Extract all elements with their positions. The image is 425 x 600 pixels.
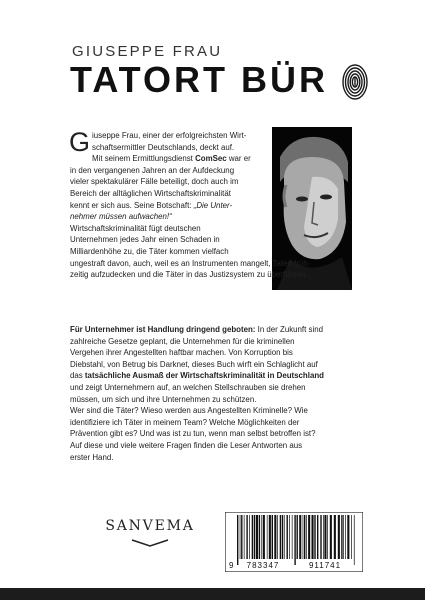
barcode-bar — [343, 515, 344, 559]
barcode-bar — [256, 515, 258, 559]
barcode-bar — [314, 515, 315, 559]
barcode-bar — [274, 515, 276, 559]
barcode-bar — [263, 515, 265, 559]
barcode-bar — [244, 515, 245, 559]
barcode-bar — [249, 515, 250, 559]
barcode-bar — [280, 515, 281, 559]
book-title: TATORT BÜR — [70, 59, 328, 100]
body-text: das — [70, 371, 85, 381]
barcode-bar — [334, 515, 336, 559]
body-text: Wer sind die Täter? Wieso werden aus Angestellten Kriminelle? Wie — [70, 406, 308, 416]
comsec-name: ComSec — [195, 154, 227, 164]
barcode-bar — [282, 515, 283, 559]
barcode-bar — [297, 515, 298, 559]
bottom-bar — [0, 588, 425, 600]
barcode-bar — [306, 515, 307, 559]
isbn-group-2: 911741 — [308, 561, 342, 570]
intro-text: in den vergangenen Jahren an der Aufdeckung — [70, 165, 235, 175]
barcode-bar — [324, 515, 326, 559]
drop-cap-letter: G — [69, 127, 91, 157]
body-text: Diebstahl, von Betrug bis Darknet, dieses Buch wirft ein Schlaglicht auf — [70, 359, 318, 369]
barcode-bar — [261, 515, 262, 559]
barcode-bar — [312, 515, 314, 559]
barcode-bar — [354, 515, 355, 565]
barcode-bar — [246, 515, 247, 559]
intro-text: vieler spektakulärer Fälle beteiligt, doch auch im — [70, 177, 239, 187]
isbn-first-digit: 9 — [229, 561, 234, 570]
quote-text: „Die Unter- — [193, 200, 233, 210]
barcode-bar — [254, 515, 255, 559]
barcode-bar — [241, 515, 242, 559]
barcode-bar — [287, 515, 288, 559]
intro-text: Wirtschaftskriminalität fügt deutschen — [70, 223, 201, 233]
intro-text: Mit seinem Ermittlungsdienst — [92, 154, 196, 164]
barcode-bar — [317, 515, 318, 559]
barcode-bar — [323, 515, 324, 559]
isbn-group-1: 783347 — [246, 561, 280, 570]
barcode-bar — [272, 515, 273, 559]
intro-paragraph — [69, 127, 362, 281]
barcode-bar — [237, 515, 238, 565]
intro-text: Unternehmen jedes Jahr einen Schaden in — [70, 235, 220, 245]
publisher-name: SANVEMA — [105, 518, 195, 534]
main-paragraph — [70, 324, 362, 463]
barcode-bar — [304, 515, 305, 559]
barcode-bar — [341, 515, 342, 559]
barcode-bar — [267, 515, 268, 559]
barcode-bar — [308, 515, 310, 559]
intro-text: schaftsermittler Deutschlands, deckt auf. — [92, 142, 235, 152]
body-text: In der Zukunft sind — [255, 325, 323, 334]
intro-text: zeitig aufzudecken und die Täter in das Justizsystem zu überführen. — [70, 270, 308, 280]
intro-text: Bereich der alltäglichen Wirtschaftskriminalität — [70, 188, 231, 198]
publisher-chevron-icon — [130, 539, 170, 547]
body-text: erster Hand. — [70, 452, 114, 462]
barcode-bar — [327, 515, 328, 559]
intro-text: kennt er sich aus. Seine Botschaft: — [70, 200, 194, 210]
barcode-bar — [338, 515, 340, 559]
body-text: zahlreiche Gesetze geplant, die Unternehmen für die kriminellen — [70, 336, 295, 346]
body-text: identifiziere ich Täter in meinem Team? Welche Möglichkeiten der — [70, 417, 300, 427]
body-text: Vergehen ihrer Angestellten haftbar machen. Von Korruption bis — [70, 348, 293, 358]
publisher-logo — [100, 518, 200, 552]
lead-statement: Für Unternehmer ist Handlung dringend geboten: — [70, 325, 256, 334]
fingerprint-icon — [342, 64, 368, 100]
barcode-bar — [240, 515, 241, 559]
barcode-bar — [299, 515, 301, 559]
author-name: GIUSEPPE FRAU — [72, 43, 223, 60]
intro-text: war er — [226, 154, 251, 164]
barcode-bar — [259, 515, 260, 559]
body-text: müssen, um sich und ihre Unternehmen zu schützen. — [70, 394, 257, 404]
barcode — [225, 512, 363, 572]
intro-text: ungestraft davon, auch, weil es an Instrumenten mangelt, Taten früh- — [70, 258, 311, 268]
barcode-bar — [277, 515, 278, 559]
body-text: Auf diese und viele weitere Fragen finden die Leser Antworten aus — [70, 440, 303, 450]
intro-text: Milliardenhöhe zu, die Täter kommen vielfach — [70, 246, 229, 256]
barcode-bar — [303, 515, 304, 559]
body-text: und zeigt Unternehmern auf, an welchen Stellschrauben sie drehen — [70, 382, 306, 392]
barcode-bar — [294, 515, 295, 565]
barcode-bar — [351, 515, 352, 559]
barcode-bar — [289, 515, 290, 559]
emphasis-text: tatsächliche Ausmaß der Wirtschaftskriminalität in Deutschland — [84, 371, 324, 381]
barcode-bar — [330, 515, 332, 559]
barcode-bar — [284, 515, 285, 559]
barcode-bar — [292, 515, 293, 559]
barcode-bar — [345, 515, 346, 559]
intro-text: iuseppe Frau, einer der erfolgreichsten Wirt- — [92, 131, 247, 140]
body-text: Prävention gibt es? Und was ist zu tun, wenn man selbst betroffen ist? — [70, 429, 316, 439]
barcode-bar — [347, 515, 349, 559]
quote-text: nehmer müssen aufwachen!“ — [70, 212, 172, 222]
barcode-bar — [252, 515, 253, 559]
barcode-bar — [320, 515, 321, 559]
barcode-bar — [269, 515, 271, 559]
